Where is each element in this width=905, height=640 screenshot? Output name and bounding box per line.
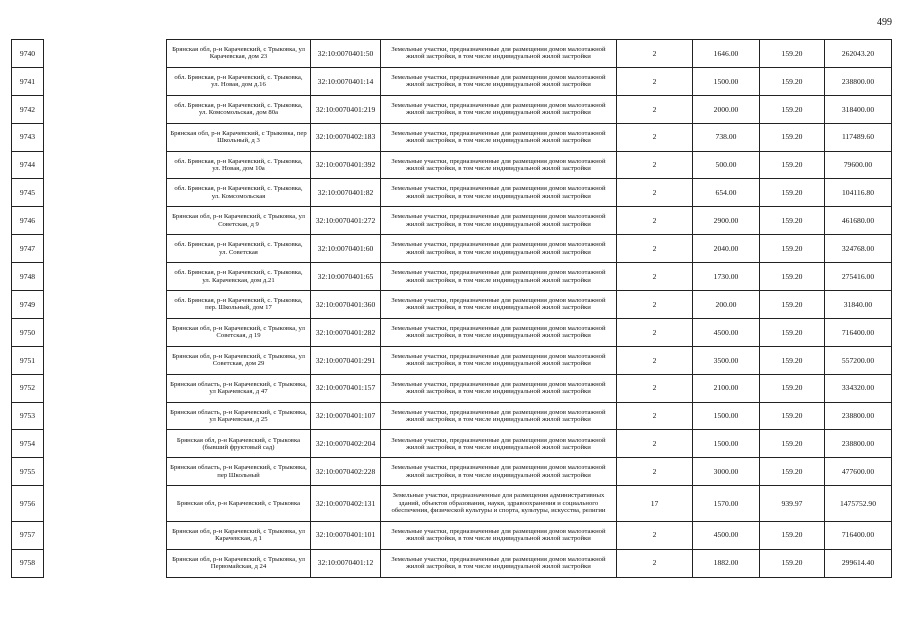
specific-value-cell: 159.20 bbox=[760, 521, 825, 549]
cadastral-value-cell: 557200.00 bbox=[825, 346, 892, 374]
address-cell: Брянская обл, р-н Карачевский, с Трыковка, ул Советская, д 19 bbox=[167, 318, 311, 346]
spacer-cell bbox=[44, 402, 167, 430]
cadastral-value-cell: 79600.00 bbox=[825, 151, 892, 179]
address-cell: обл. Брянская, р-н Карачевский, с. Трыковка, ул. Карачевская, дом д.21 bbox=[167, 263, 311, 291]
cadastral-value-cell: 318400.00 bbox=[825, 95, 892, 123]
cadastral-value-cell: 461680.00 bbox=[825, 207, 892, 235]
land-use-cell: Земельные участки, предназначенные для размещения домов малоэтажной жилой застройки, в том числе индивидуальной жилой застройки bbox=[381, 95, 617, 123]
address-cell: Брянская обл, р-н Карачевский, с Трыковка, пер Школьный, д 3 bbox=[167, 123, 311, 151]
table-row bbox=[12, 151, 892, 179]
area-cell: 1500.00 bbox=[693, 430, 760, 458]
address-cell: Брянская область, р-н Карачевский, с Трыковка, ул Карачевская, д 47 bbox=[167, 374, 311, 402]
area-cell: 1730.00 bbox=[693, 263, 760, 291]
table-row bbox=[12, 430, 892, 458]
row-number-cell: 9755 bbox=[12, 458, 44, 486]
table-row bbox=[12, 95, 892, 123]
land-use-cell: Земельные участки, предназначенные для размещения домов малоэтажной жилой застройки, в том числе индивидуальной жилой застройки bbox=[381, 430, 617, 458]
use-group-cell: 17 bbox=[617, 486, 693, 522]
table-row bbox=[12, 486, 892, 522]
area-cell: 3000.00 bbox=[693, 458, 760, 486]
cadastral-number-cell: 32:10:0070401:291 bbox=[311, 346, 381, 374]
land-use-cell: Земельные участки, предназначенные для размещения домов малоэтажной жилой застройки, в том числе индивидуальной жилой застройки bbox=[381, 549, 617, 577]
area-cell: 2100.00 bbox=[693, 374, 760, 402]
address-cell: обл. Брянская, р-н Карачевский, с. Трыковка, ул. Комсомольская, дом 80а bbox=[167, 95, 311, 123]
row-number-cell: 9750 bbox=[12, 318, 44, 346]
cadastral-number-cell: 32:10:0070401:272 bbox=[311, 207, 381, 235]
table-row bbox=[12, 521, 892, 549]
row-number-cell: 9741 bbox=[12, 67, 44, 95]
specific-value-cell: 159.20 bbox=[760, 151, 825, 179]
cadastral-value-cell: 716400.00 bbox=[825, 521, 892, 549]
cadastral-number-cell: 32:10:0070401:50 bbox=[311, 40, 381, 68]
cadastral-number-cell: 32:10:0070401:360 bbox=[311, 291, 381, 319]
row-number-cell: 9744 bbox=[12, 151, 44, 179]
use-group-cell: 2 bbox=[617, 151, 693, 179]
specific-value-cell: 159.20 bbox=[760, 263, 825, 291]
spacer-cell bbox=[44, 549, 167, 577]
area-cell: 500.00 bbox=[693, 151, 760, 179]
specific-value-cell: 159.20 bbox=[760, 346, 825, 374]
cadastral-number-cell: 32:10:0070401:82 bbox=[311, 179, 381, 207]
area-cell: 3500.00 bbox=[693, 346, 760, 374]
cadastral-value-cell: 334320.00 bbox=[825, 374, 892, 402]
area-cell: 1570.00 bbox=[693, 486, 760, 522]
spacer-cell bbox=[44, 207, 167, 235]
address-cell: обл. Брянская, р-н Карачевский, с. Трыковка, ул. Новая, дом д.16 bbox=[167, 67, 311, 95]
spacer-cell bbox=[44, 235, 167, 263]
spacer-cell bbox=[44, 486, 167, 522]
land-use-cell: Земельные участки, предназначенные для размещения домов малоэтажной жилой застройки, в том числе индивидуальной жилой застройки bbox=[381, 235, 617, 263]
row-number-cell: 9748 bbox=[12, 263, 44, 291]
table-row bbox=[12, 318, 892, 346]
land-use-cell: Земельные участки, предназначенные для размещения домов малоэтажной жилой застройки, в том числе индивидуальной жилой застройки bbox=[381, 346, 617, 374]
spacer-cell bbox=[44, 458, 167, 486]
spacer-cell bbox=[44, 40, 167, 68]
cadastral-value-cell: 238800.00 bbox=[825, 67, 892, 95]
use-group-cell: 2 bbox=[617, 549, 693, 577]
land-use-cell: Земельные участки, предназначенные для размещения домов малоэтажной жилой застройки, в том числе индивидуальной жилой застройки bbox=[381, 207, 617, 235]
land-use-cell: Земельные участки, предназначенные для размещения домов малоэтажной жилой застройки, в том числе индивидуальной жилой застройки bbox=[381, 151, 617, 179]
area-cell: 4500.00 bbox=[693, 318, 760, 346]
address-cell: Брянская обл, р-н Карачевский, с Трыковка bbox=[167, 486, 311, 522]
use-group-cell: 2 bbox=[617, 123, 693, 151]
table-row bbox=[12, 549, 892, 577]
use-group-cell: 2 bbox=[617, 346, 693, 374]
spacer-cell bbox=[44, 179, 167, 207]
cadastral-number-cell: 32:10:0070402:131 bbox=[311, 486, 381, 522]
cadastral-number-cell: 32:10:0070401:101 bbox=[311, 521, 381, 549]
row-number-cell: 9756 bbox=[12, 486, 44, 522]
table-row bbox=[12, 179, 892, 207]
area-cell: 1500.00 bbox=[693, 67, 760, 95]
area-cell: 1500.00 bbox=[693, 402, 760, 430]
cadastral-value-cell: 324768.00 bbox=[825, 235, 892, 263]
cadastral-number-cell: 32:10:0070401:219 bbox=[311, 95, 381, 123]
table-body bbox=[12, 40, 892, 578]
spacer-cell bbox=[44, 95, 167, 123]
land-use-cell: Земельные участки, предназначенные для размещения домов малоэтажной жилой застройки, в том числе индивидуальной жилой застройки bbox=[381, 179, 617, 207]
address-cell: Брянская обл, р-н Карачевский, с Трыковка, ул Советская, дом 29 bbox=[167, 346, 311, 374]
row-number-cell: 9743 bbox=[12, 123, 44, 151]
row-number-cell: 9752 bbox=[12, 374, 44, 402]
specific-value-cell: 159.20 bbox=[760, 402, 825, 430]
address-cell: Брянская область, р-н Карачевский, с Трыковка, ул Карачевская, д 25 bbox=[167, 402, 311, 430]
table-row bbox=[12, 346, 892, 374]
row-number-cell: 9740 bbox=[12, 40, 44, 68]
table-row bbox=[12, 263, 892, 291]
land-use-cell: Земельные участки, предназначенные для размещения домов малоэтажной жилой застройки, в том числе индивидуальной жилой застройки bbox=[381, 123, 617, 151]
row-number-cell: 9754 bbox=[12, 430, 44, 458]
table-row bbox=[12, 374, 892, 402]
page-number: 499 bbox=[877, 17, 892, 28]
address-cell: обл. Брянская, р-н Карачевский, с. Трыковка, ул. Новая, дом 10а bbox=[167, 151, 311, 179]
address-cell: обл. Брянская, р-н Карачевский, с. Трыковка, ул. Комсомольская bbox=[167, 179, 311, 207]
area-cell: 654.00 bbox=[693, 179, 760, 207]
use-group-cell: 2 bbox=[617, 402, 693, 430]
specific-value-cell: 159.20 bbox=[760, 40, 825, 68]
land-use-cell: Земельные участки, предназначенные для размещения домов малоэтажной жилой застройки, в том числе индивидуальной жилой застройки bbox=[381, 402, 617, 430]
address-cell: Брянская область, р-н Карачевский, с Трыковка, пер Школьный bbox=[167, 458, 311, 486]
area-cell: 200.00 bbox=[693, 291, 760, 319]
specific-value-cell: 159.20 bbox=[760, 235, 825, 263]
area-cell: 2040.00 bbox=[693, 235, 760, 263]
land-use-cell: Земельные участки, предназначенные для размещения домов малоэтажной жилой застройки, в том числе индивидуальной жилой застройки bbox=[381, 263, 617, 291]
cadastral-value-cell: 1475752.90 bbox=[825, 486, 892, 522]
cadastral-value-cell: 104116.80 bbox=[825, 179, 892, 207]
land-use-cell: Земельные участки, предназначенные для размещения домов малоэтажной жилой застройки, в том числе индивидуальной жилой застройки bbox=[381, 521, 617, 549]
area-cell: 2900.00 bbox=[693, 207, 760, 235]
specific-value-cell: 159.20 bbox=[760, 318, 825, 346]
spacer-cell bbox=[44, 291, 167, 319]
area-cell: 1882.00 bbox=[693, 549, 760, 577]
specific-value-cell: 939.97 bbox=[760, 486, 825, 522]
cadastral-value-cell: 238800.00 bbox=[825, 402, 892, 430]
cadastral-number-cell: 32:10:0070401:157 bbox=[311, 374, 381, 402]
cadastral-number-cell: 32:10:0070401:65 bbox=[311, 263, 381, 291]
spacer-cell bbox=[44, 123, 167, 151]
cadastral-value-cell: 117489.60 bbox=[825, 123, 892, 151]
area-cell: 4500.00 bbox=[693, 521, 760, 549]
cadastral-value-cell: 262043.20 bbox=[825, 40, 892, 68]
land-use-cell: Земельные участки, предназначенные для размещения домов малоэтажной жилой застройки, в том числе индивидуальной жилой застройки bbox=[381, 458, 617, 486]
use-group-cell: 2 bbox=[617, 291, 693, 319]
table-row bbox=[12, 235, 892, 263]
table-row bbox=[12, 40, 892, 68]
cadastral-value-cell: 299614.40 bbox=[825, 549, 892, 577]
specific-value-cell: 159.20 bbox=[760, 207, 825, 235]
land-use-cell: Земельные участки, предназначенные для размещения домов малоэтажной жилой застройки, в том числе индивидуальной жилой застройки bbox=[381, 291, 617, 319]
land-use-cell: Земельные участки, предназначенные для размещения домов малоэтажной жилой застройки, в том числе индивидуальной жилой застройки bbox=[381, 67, 617, 95]
cadastral-value-cell: 716400.00 bbox=[825, 318, 892, 346]
spacer-cell bbox=[44, 67, 167, 95]
area-cell: 2000.00 bbox=[693, 95, 760, 123]
cadastral-number-cell: 32:10:0070401:392 bbox=[311, 151, 381, 179]
land-use-cell: Земельные участки, предназначенные для размещения домов малоэтажной жилой застройки, в том числе индивидуальной жилой застройки bbox=[381, 318, 617, 346]
cadastral-value-cell: 31840.00 bbox=[825, 291, 892, 319]
cadastral-number-cell: 32:10:0070402:183 bbox=[311, 123, 381, 151]
spacer-cell bbox=[44, 151, 167, 179]
use-group-cell: 2 bbox=[617, 179, 693, 207]
spacer-cell bbox=[44, 374, 167, 402]
use-group-cell: 2 bbox=[617, 235, 693, 263]
row-number-cell: 9753 bbox=[12, 402, 44, 430]
specific-value-cell: 159.20 bbox=[760, 458, 825, 486]
spacer-cell bbox=[44, 263, 167, 291]
cadastral-number-cell: 32:10:0070401:282 bbox=[311, 318, 381, 346]
cadastral-value-cell: 275416.00 bbox=[825, 263, 892, 291]
land-use-cell: Земельные участки, предназначенные для размещения домов малоэтажной жилой застройки, в том числе индивидуальной жилой застройки bbox=[381, 374, 617, 402]
specific-value-cell: 159.20 bbox=[760, 430, 825, 458]
cadastral-number-cell: 32:10:0070401:14 bbox=[311, 67, 381, 95]
land-registry-table bbox=[11, 39, 892, 578]
table-row bbox=[12, 458, 892, 486]
use-group-cell: 2 bbox=[617, 67, 693, 95]
use-group-cell: 2 bbox=[617, 374, 693, 402]
use-group-cell: 2 bbox=[617, 207, 693, 235]
area-cell: 1646.00 bbox=[693, 40, 760, 68]
address-cell: Брянская обл, р-н Карачевский, с Трыковка (бывший фруктовый сад) bbox=[167, 430, 311, 458]
cadastral-value-cell: 477600.00 bbox=[825, 458, 892, 486]
specific-value-cell: 159.20 bbox=[760, 123, 825, 151]
use-group-cell: 2 bbox=[617, 95, 693, 123]
spacer-cell bbox=[44, 346, 167, 374]
use-group-cell: 2 bbox=[617, 318, 693, 346]
specific-value-cell: 159.20 bbox=[760, 291, 825, 319]
row-number-cell: 9747 bbox=[12, 235, 44, 263]
land-use-cell: Земельные участки, предназначенные для размещения административных зданий, объектов образования, науки, здравоохранения и социального обеспечения, физической культуры и спорта, культуры, искусства, религии bbox=[381, 486, 617, 522]
cadastral-number-cell: 32:10:0070402:204 bbox=[311, 430, 381, 458]
row-number-cell: 9749 bbox=[12, 291, 44, 319]
use-group-cell: 2 bbox=[617, 458, 693, 486]
address-cell: Брянская обл, р-н Карачевский, с Трыковка, ул Карачевская, дом 23 bbox=[167, 40, 311, 68]
address-cell: Брянская обл, р-н Карачевский, с Трыковка, ул Карачевская, д 1 bbox=[167, 521, 311, 549]
spacer-cell bbox=[44, 430, 167, 458]
address-cell: обл. Брянская, р-н Карачевский, с. Трыковка, пер. Школьный, дом 17 bbox=[167, 291, 311, 319]
cadastral-number-cell: 32:10:0070402:228 bbox=[311, 458, 381, 486]
spacer-cell bbox=[44, 521, 167, 549]
row-number-cell: 9758 bbox=[12, 549, 44, 577]
specific-value-cell: 159.20 bbox=[760, 67, 825, 95]
use-group-cell: 2 bbox=[617, 521, 693, 549]
cadastral-number-cell: 32:10:0070401:60 bbox=[311, 235, 381, 263]
use-group-cell: 2 bbox=[617, 263, 693, 291]
specific-value-cell: 159.20 bbox=[760, 549, 825, 577]
cadastral-number-cell: 32:10:0070401:107 bbox=[311, 402, 381, 430]
specific-value-cell: 159.20 bbox=[760, 179, 825, 207]
specific-value-cell: 159.20 bbox=[760, 374, 825, 402]
specific-value-cell: 159.20 bbox=[760, 95, 825, 123]
table-row bbox=[12, 123, 892, 151]
cadastral-number-cell: 32:10:0070401:12 bbox=[311, 549, 381, 577]
cadastral-value-cell: 238800.00 bbox=[825, 430, 892, 458]
row-number-cell: 9742 bbox=[12, 95, 44, 123]
address-cell: Брянская обл, р-н Карачевский, с Трыковка, ул Советская, д 9 bbox=[167, 207, 311, 235]
row-number-cell: 9746 bbox=[12, 207, 44, 235]
table-row bbox=[12, 402, 892, 430]
land-use-cell: Земельные участки, предназначенные для размещения домов малоэтажной жилой застройки, в том числе индивидуальной жилой застройки bbox=[381, 40, 617, 68]
address-cell: Брянская обл, р-н Карачевский, с Трыковка, ул Первомайская, д 24 bbox=[167, 549, 311, 577]
use-group-cell: 2 bbox=[617, 40, 693, 68]
spacer-cell bbox=[44, 318, 167, 346]
row-number-cell: 9745 bbox=[12, 179, 44, 207]
table-row bbox=[12, 67, 892, 95]
table-row bbox=[12, 291, 892, 319]
area-cell: 738.00 bbox=[693, 123, 760, 151]
table-row bbox=[12, 207, 892, 235]
address-cell: обл. Брянская, р-н Карачевский, с. Трыковка, ул. Советская bbox=[167, 235, 311, 263]
row-number-cell: 9757 bbox=[12, 521, 44, 549]
row-number-cell: 9751 bbox=[12, 346, 44, 374]
use-group-cell: 2 bbox=[617, 430, 693, 458]
